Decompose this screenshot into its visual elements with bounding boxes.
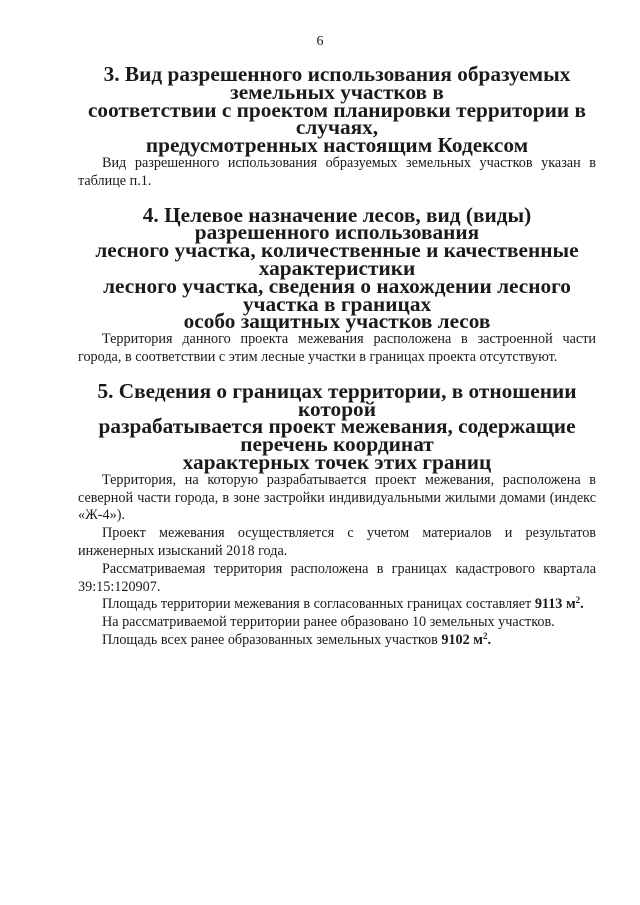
section-4-text: Территория данного проекта межевания расположена в застроенной части города, в соответствии с этим лесные участки в границах проекта отсутствуют.	[78, 331, 596, 365]
section-5-paragraph: Рассматриваемая территория расположена в границах кадастрового квартала 39:15:120907.	[78, 560, 596, 595]
document-body	[78, 62, 596, 650]
section-5-heading	[78, 378, 596, 474]
section-3-text: Вид разрешенного использования образуемых земельных участков указан в таблице п.1.	[78, 154, 596, 189]
formed-parcels-statement: На рассматриваемой территории ранее образовано 10 земельных участков.	[102, 614, 555, 631]
page-number: 6	[316, 34, 324, 49]
heading-line: 4. Целевое назначение лесов, вид (виды) разрешенного использования	[142, 202, 532, 245]
heading-line: лесного участка, количественные и качественные характеристики	[95, 238, 579, 280]
section-5-paragraph: Территория, на которую разрабатывается проект межевания, расположена в северной части города, в зоне застройки индивидуальными жилыми домами (индекс «Ж-4»).	[78, 471, 596, 524]
heading-line: 5. Сведения о границах территории, в отношении которой	[97, 378, 577, 421]
heading-line: 3. Вид разрешенного использования образуемых земельных участков в	[103, 62, 571, 104]
heading-line: особо защитных участков лесов	[183, 309, 491, 334]
heading-line: разрабатывается проект межевания, содержащие перечень координат	[98, 414, 576, 457]
heading-line: предусмотренных настоящим Кодексом	[145, 133, 529, 158]
heading-line: соответствии с проектом планировки территории в случаях,	[87, 97, 587, 140]
area-value: 9113 $м^2$.	[534, 595, 584, 613]
area-statement	[78, 596, 596, 614]
section-5-paragraph: Проект межевания осуществляется с учетом материалов и результатов инженерных изысканий 2018 года.	[78, 525, 596, 559]
heading-line: лесного участка, сведения о нахождении лесного участка в границах	[103, 273, 571, 316]
formed-area-text: Площадь всех ранее образованных земельных участков	[102, 631, 438, 648]
section-4-heading	[78, 202, 596, 334]
heading-line: характерных точек этих границ	[182, 449, 492, 474]
formed-area-value: 9102 $м^2$.	[441, 630, 491, 648]
area-text: Площадь территории межевания в согласованных границах составляет	[102, 596, 532, 613]
section-3-heading	[78, 62, 596, 158]
formed-area-statement	[78, 632, 596, 650]
